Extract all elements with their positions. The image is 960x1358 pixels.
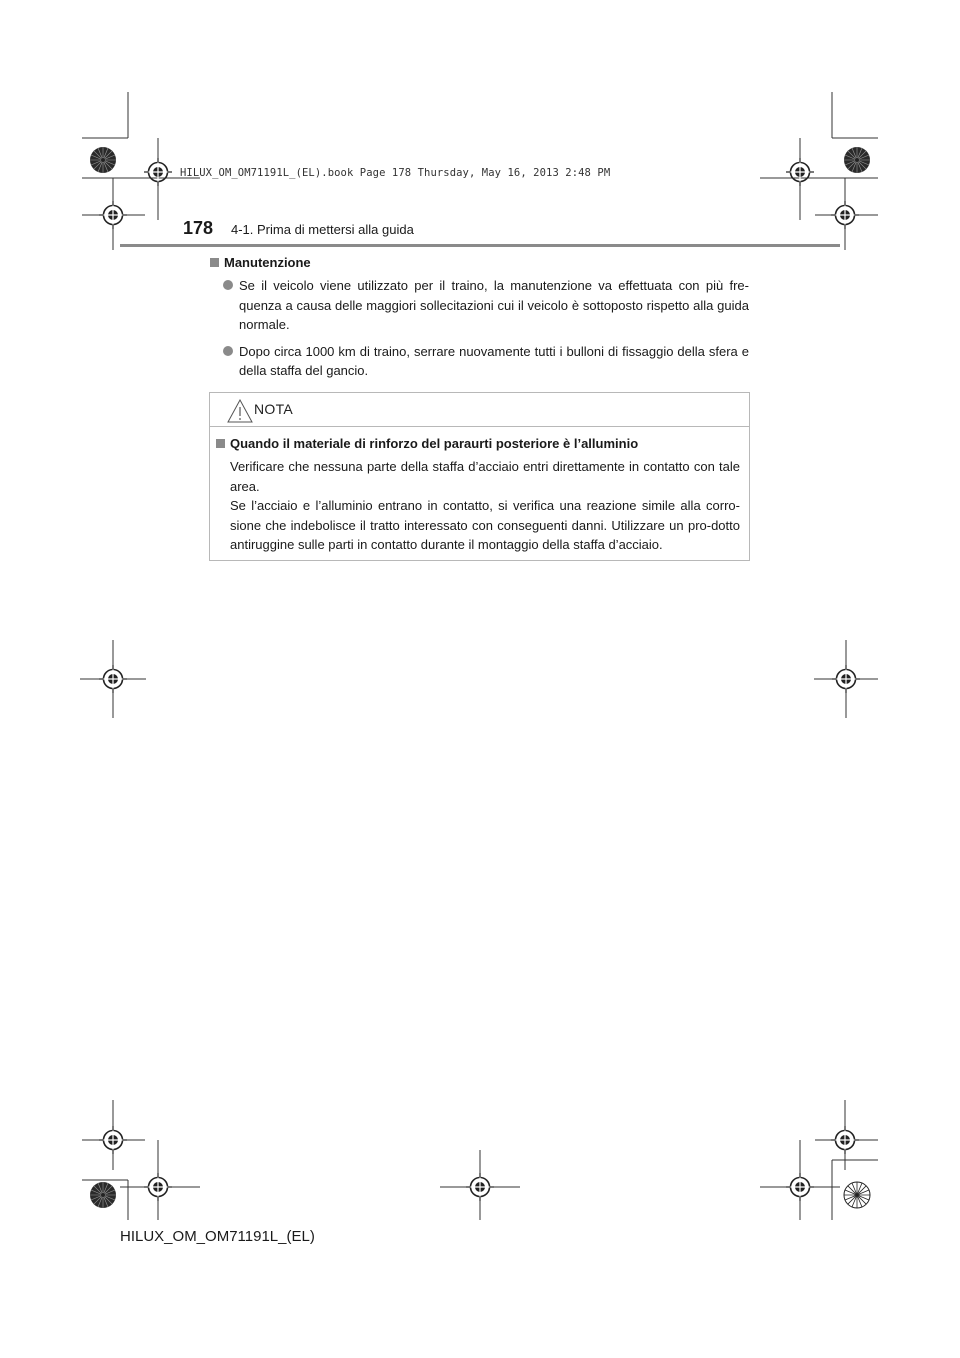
maintenance-heading bbox=[210, 255, 311, 270]
list-item bbox=[222, 276, 749, 335]
document-code: HILUX_OM_OM71191L_(EL) bbox=[120, 1228, 315, 1245]
header-rule bbox=[120, 244, 840, 247]
print-imprint: HILUX_OM_OM71191L_(EL).book Page 178 Thursday, May 16, 2013 2:48 PM bbox=[180, 167, 611, 179]
round-bullet-icon bbox=[223, 346, 233, 356]
note-box bbox=[209, 392, 750, 561]
note-title: NOTA bbox=[254, 401, 294, 417]
note-heading-text: Quando il materiale di rinforzo del paraurti posteriore è l’alluminio bbox=[230, 436, 639, 451]
list-item-text: Dopo circa 1000 km di traino, serrare nuovamente tutti i bulloni di fissaggio della sfera e della staffa del gancio. bbox=[239, 343, 749, 378]
note-paragraph: Se l’acciaio e l’alluminio entrano in contatto, si verifica una reazione simile alla corro-sione che indebolisce il tratto interessato con conseguenti danni. Utilizzare un pro-dotto antiruggine sulle parti in contatto durante il montaggio della staffa d’acciaio. bbox=[230, 498, 740, 552]
note-body bbox=[230, 457, 740, 555]
note-header bbox=[210, 393, 749, 427]
note-heading bbox=[216, 436, 638, 451]
section-title: 4-1. Prima di mettersi alla guida bbox=[231, 222, 414, 237]
maintenance-list bbox=[222, 276, 749, 388]
square-bullet-icon bbox=[216, 439, 225, 448]
list-item-text: Se il veicolo viene utilizzato per il traino, la manutenzione va effettuata con più fre-quenza a causa delle maggiori sollecitazioni cui il veicolo è sottoposto rispetto alla guida normale. bbox=[239, 278, 749, 332]
page-number: 178 bbox=[183, 218, 214, 238]
maintenance-heading-text: Manutenzione bbox=[224, 255, 311, 270]
warning-triangle-icon bbox=[227, 399, 253, 423]
note-paragraph: Verificare che nessuna parte della staffa d’acciaio entri direttamente in contatto con tale area. bbox=[230, 459, 740, 494]
list-item bbox=[222, 342, 749, 381]
round-bullet-icon bbox=[223, 280, 233, 290]
square-bullet-icon bbox=[210, 258, 219, 267]
